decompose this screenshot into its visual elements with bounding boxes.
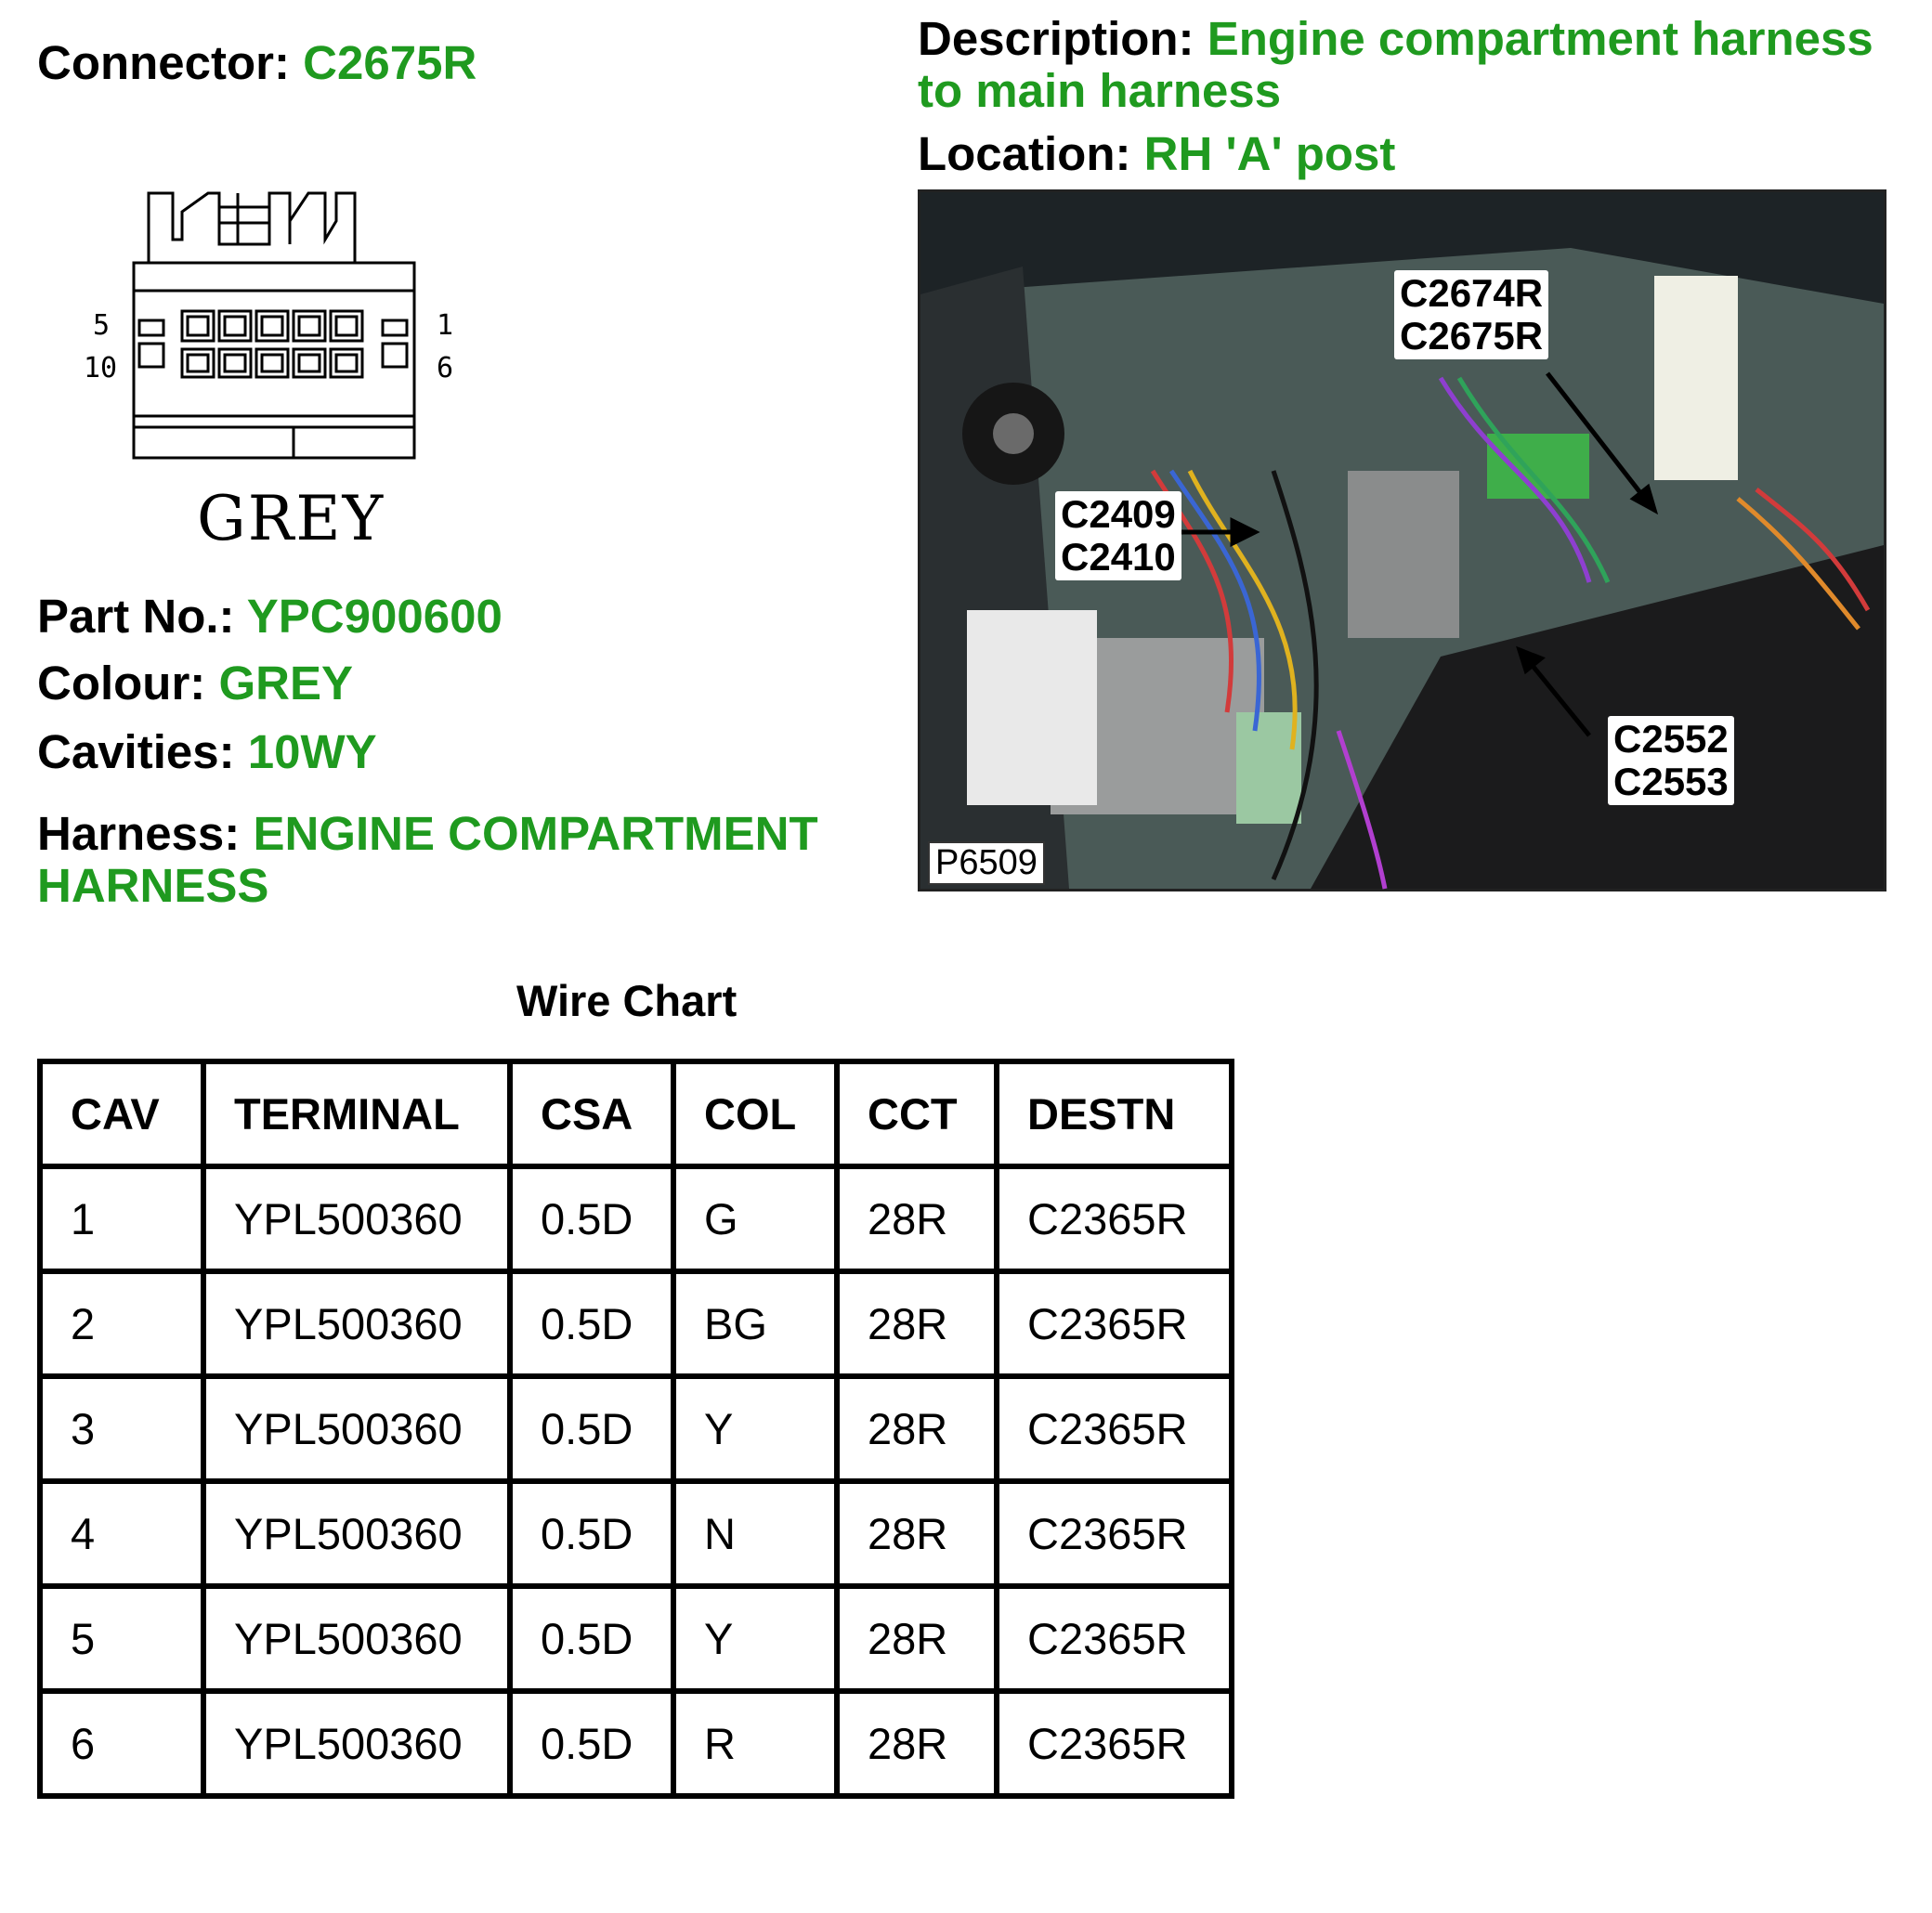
photo-callout-line: C2410 (1061, 535, 1176, 579)
photo-callout-line: C2552 (1613, 717, 1729, 761)
colour (37, 657, 353, 709)
photo-callout-line: C2674R (1400, 271, 1544, 315)
cell-col: G (673, 1166, 837, 1271)
photo-reference: P6509 (928, 841, 1045, 885)
colour-value: GREY (218, 657, 354, 709)
photo-callout-c2409-c2410 (1055, 491, 1181, 580)
connector-colour-label: GREY (197, 483, 385, 554)
photo-callout-line: C2553 (1613, 760, 1729, 803)
cell-csa: 0.5D (510, 1481, 673, 1586)
cell-cct: 28R (837, 1691, 997, 1796)
cell-cct: 28R (837, 1166, 997, 1271)
pin-label-10: 10 (84, 352, 118, 384)
part-number-label: Part No.: (37, 590, 247, 643)
cell-col: BG (673, 1271, 837, 1376)
cell-csa: 0.5D (510, 1586, 673, 1691)
cell-cav: 6 (40, 1691, 203, 1796)
connector-heading (37, 37, 476, 89)
part-number-value: YPC900600 (246, 590, 503, 643)
description-label: Description: (918, 12, 1208, 65)
table-row (40, 1166, 1232, 1271)
pin-label-6: 6 (437, 352, 454, 384)
cell-col: R (673, 1691, 837, 1796)
description-value: Engine compartment harness to main harness (918, 12, 1873, 117)
cell-terminal: YPL500360 (203, 1376, 510, 1481)
cell-cav: 2 (40, 1271, 203, 1376)
cell-destn: C2365R (997, 1691, 1232, 1796)
cell-col: N (673, 1481, 837, 1586)
column-header-csa: CSA (510, 1061, 673, 1166)
cell-destn: C2365R (997, 1376, 1232, 1481)
table-row (40, 1271, 1232, 1376)
cell-destn: C2365R (997, 1271, 1232, 1376)
cell-terminal: YPL500360 (203, 1271, 510, 1376)
photo-callout-c2674r-c2675r (1394, 270, 1548, 359)
photo-callout-line: C2409 (1061, 492, 1176, 536)
cavities (37, 726, 377, 778)
column-header-terminal: TERMINAL (203, 1061, 510, 1166)
photo-callout-c2552-c2553 (1608, 716, 1734, 805)
cell-cav: 5 (40, 1586, 203, 1691)
connector-value: C2675R (303, 36, 477, 89)
part-number (37, 591, 503, 643)
cell-csa: 0.5D (510, 1271, 673, 1376)
cell-csa: 0.5D (510, 1376, 673, 1481)
colour-label: Colour: (37, 657, 219, 709)
location-heading (918, 128, 1395, 180)
cell-cct: 28R (837, 1271, 997, 1376)
cell-col: Y (673, 1586, 837, 1691)
cell-terminal: YPL500360 (203, 1691, 510, 1796)
location-label: Location: (918, 127, 1144, 180)
table-row (40, 1481, 1232, 1586)
cell-destn: C2365R (997, 1481, 1232, 1586)
cell-cct: 28R (837, 1481, 997, 1586)
table-row (40, 1376, 1232, 1481)
cell-destn: C2365R (997, 1586, 1232, 1691)
cell-cav: 4 (40, 1481, 203, 1586)
cell-cav: 1 (40, 1166, 203, 1271)
column-header-col: COL (673, 1061, 837, 1166)
wire-chart-title: Wire Chart (516, 976, 738, 1025)
table-row (40, 1691, 1232, 1796)
cavities-value: 10WY (247, 725, 377, 778)
table-header-row (40, 1061, 1232, 1166)
pin-label-5: 5 (93, 309, 111, 342)
cell-col: Y (673, 1376, 837, 1481)
cell-cav: 3 (40, 1376, 203, 1481)
pin-label-1: 1 (437, 309, 454, 342)
cell-terminal: YPL500360 (203, 1166, 510, 1271)
harness-label: Harness: (37, 807, 254, 860)
harness (37, 808, 855, 912)
location-photo (918, 189, 1886, 891)
column-header-destn: DESTN (997, 1061, 1232, 1166)
wire-chart-table (37, 1059, 1234, 1799)
photo-callout-line: C2675R (1400, 314, 1544, 358)
cell-cct: 28R (837, 1586, 997, 1691)
harness-value: ENGINE COMPARTMENT HARNESS (37, 807, 818, 912)
column-header-cav: CAV (40, 1061, 203, 1166)
cell-terminal: YPL500360 (203, 1586, 510, 1691)
connector-label: Connector: (37, 36, 304, 89)
column-header-cct: CCT (837, 1061, 997, 1166)
cell-cct: 28R (837, 1376, 997, 1481)
cell-terminal: YPL500360 (203, 1481, 510, 1586)
description-heading (918, 13, 1930, 117)
location-value: RH 'A' post (1143, 127, 1396, 180)
table-row (40, 1586, 1232, 1691)
cavities-label: Cavities: (37, 725, 248, 778)
cell-csa: 0.5D (510, 1691, 673, 1796)
cell-destn: C2365R (997, 1166, 1232, 1271)
cell-csa: 0.5D (510, 1166, 673, 1271)
